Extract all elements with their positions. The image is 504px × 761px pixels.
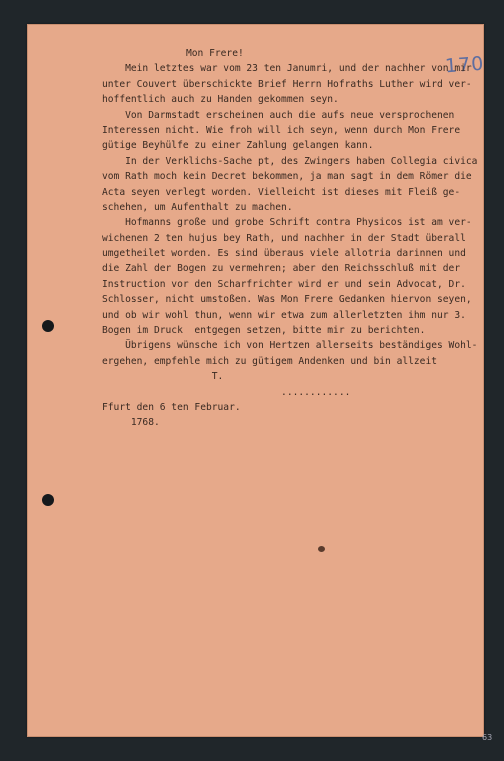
letter-line: Schlosser, nicht umstoßen. Was Mon Frere Gedanken hiervon seyen, bbox=[102, 294, 472, 306]
letter-line: vom Rath moch kein Decret bekommen, ja man sagt in dem Römer die bbox=[102, 171, 472, 183]
letter-line: Instruction vor den Scharfrichter wird er und sein Advocat, Dr. bbox=[102, 278, 466, 290]
letter-line: Mein letztes war vom 23 ten Janumri, und der nachher von mir bbox=[102, 63, 472, 75]
letter-line: Von Darmstadt erscheinen auch die aufs neue versprochenen bbox=[102, 109, 455, 121]
letter-line: Acta seyen verlegt worden. Vielleicht ist dieses mit Fleiß ge- bbox=[102, 186, 461, 198]
letter-line: Hofmanns große und grobe Schrift contra Physicos ist am ver- bbox=[102, 217, 472, 229]
punch-hole-lower bbox=[42, 494, 54, 506]
document-page bbox=[27, 24, 493, 742]
letter-line: die Zahl der Bogen zu vermehren; aber den Reichsschluß mit der bbox=[102, 263, 461, 275]
letter-line: Ffurt den 6 ten Februar. bbox=[102, 401, 241, 413]
letter-line: wichenen 2 ten hujus bey Rath, und nachher in der Stadt überall bbox=[102, 232, 466, 244]
letter-line: ergehen, empfehle mich zu gütigem Andenken und bin allzeit bbox=[102, 355, 438, 367]
letter-body bbox=[102, 46, 484, 431]
letter-line: Bogen im Druck entgegen setzen, bitte mir zu berichten. bbox=[102, 325, 426, 337]
punch-hole-upper bbox=[42, 320, 54, 332]
salutation: Mon Frere! bbox=[186, 48, 244, 59]
letter-line: Übrigens wünsche ich von Hertzen allerseits beständiges Wohl- bbox=[102, 340, 478, 352]
letter-line: und ob wir wohl thun, wenn wir etwa zum allerletzten ihm nur 3. bbox=[102, 309, 466, 321]
letter-line: unter Couvert überschickte Brief Herrn Hofraths Luther wird ver- bbox=[102, 78, 472, 90]
letter-line: ............ bbox=[102, 386, 351, 398]
letter-line: schehen, um Aufenthalt zu machen. bbox=[102, 201, 293, 213]
letter-line: 1768. bbox=[102, 417, 160, 429]
letter-line: Interessen nicht. Wie froh will ich seyn, wenn durch Mon Frere bbox=[102, 124, 461, 136]
letter-line: hoffentlich auch zu Handen gekommen seyn. bbox=[102, 94, 339, 106]
folio-number: 170 bbox=[444, 52, 485, 78]
letter-line: T. bbox=[102, 371, 224, 383]
archive-stamp: 63 bbox=[482, 733, 493, 742]
letter-line: umgetheilet worden. Es sind überaus viele allotria darinnen und bbox=[102, 248, 466, 260]
letter-line: In der Verklichs-Sache pt, des Zwingers haben Collegia civica bbox=[102, 155, 478, 167]
ink-speck bbox=[318, 546, 325, 552]
letter-line: gütige Beyhülfe zu einer Zahlung gelangen kann. bbox=[102, 140, 374, 152]
